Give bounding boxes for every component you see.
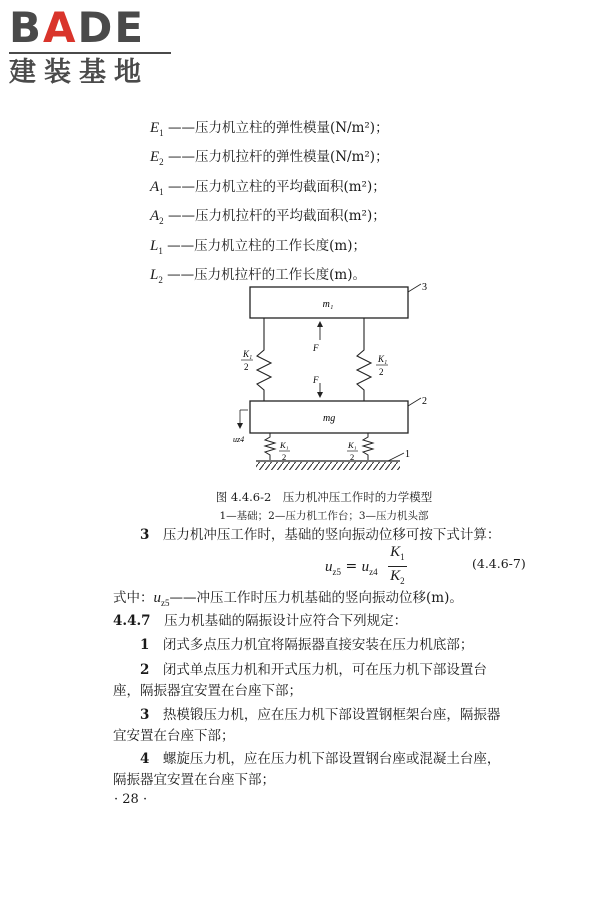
callout-1: 1 [405, 449, 410, 460]
item-3-paragraph: 3 压力机冲压工作时，基础的竖向振动位移可按下式计算： [140, 527, 501, 543]
item-3-line-2: 宜安置在台座下部； [113, 728, 235, 744]
logo-chinese: 建装基地 [9, 57, 149, 88]
force-down-arrow [317, 392, 323, 398]
base-spring-left [265, 433, 275, 460]
definition-e1: $E_1$ ——压力机立柱的弹性模量(N/m²)； [150, 120, 389, 138]
equation-number: (4.4.6-7) [472, 556, 526, 571]
right-spring [357, 318, 371, 401]
base-right-den: 2 [350, 452, 355, 462]
logo [9, 3, 171, 90]
figure-caption: 图 4.4.6-2 压力机冲压工作时的力学模型 [215, 490, 433, 504]
displacement-arrow [237, 423, 243, 429]
base-right-k: K₁ [348, 440, 357, 450]
base-spring-right [363, 433, 373, 460]
formula: $u_{z5} = u_{z4}$ $\frac{K_1}{K_2}$ [325, 543, 407, 590]
left-spring-k: K₁ [243, 349, 253, 359]
right-spring-k: K₁ [378, 354, 388, 364]
logo-wordmark: BADE [9, 3, 146, 52]
item-3-line-1: 3 热模锻压力机，应在压力机下部设置钢框架台座，隔振器 [140, 707, 501, 723]
ground-hatch [256, 462, 400, 470]
where-clause: 式中：$u_{z5}——$冲压工作时压力机基础的竖向振动位移(m)。 [113, 590, 463, 608]
item-4-line-1: 4 螺旋压力机，应在压力机下部设置钢台座或混凝土台座， [140, 751, 501, 767]
worktable-mass-label: mg [323, 413, 336, 424]
force-up-arrow [317, 321, 323, 327]
displacement-label: uz4 [233, 435, 245, 444]
logo-divider [9, 52, 171, 54]
definition-l1: $L_1$ ——压力机立柱的工作长度(m)； [150, 237, 366, 256]
definition-a2: $A_2$ ——压力机拉杆的平均截面积(m²)； [150, 208, 386, 227]
callout-2: 2 [422, 396, 427, 407]
force-down-label: F [313, 375, 319, 385]
callout-3: 3 [422, 282, 427, 293]
formula-fraction: $\frac{K_1}{K_2}$ [390, 544, 405, 586]
force-up-label: F [313, 343, 319, 353]
item-4-line-2: 隔振器宜安置在台座下部； [113, 772, 275, 788]
page-number: · 28 · [114, 792, 148, 807]
clause-4-4-7: 4.4.7 压力机基础的隔振设计应符合下列规定： [113, 613, 408, 629]
item-2-line-1: 2 闭式单点压力机和开式压力机，可在压力机下部设置台 [140, 662, 487, 678]
base-left-den: 2 [282, 452, 287, 462]
base-left-k: K₁ [280, 440, 289, 450]
definition-list [150, 116, 389, 292]
top-mass-label: m₁ [322, 299, 334, 310]
item-1: 1 闭式多点压力机宜将隔振器直接安装在压力机底部； [140, 637, 474, 653]
definition-a1: $A_1$ ——压力机立柱的平均截面积(m²)； [150, 178, 386, 197]
definition-e2: $E_2$ ——压力机拉杆的弹性模量(N/m²)； [150, 149, 389, 168]
press-mechanics-diagram [228, 280, 428, 480]
definition-l2: $L_2$ ——压力机拉杆的工作长度(m)。 [150, 267, 366, 286]
left-spring-den: 2 [244, 362, 249, 372]
right-spring-den: 2 [379, 367, 384, 377]
item-2-line-2: 座，隔振器宜安置在台座下部； [113, 683, 302, 699]
left-spring [257, 318, 271, 401]
figure-legend: 1—基础；2—压力机工作台；3—压力机头部 [219, 510, 429, 522]
